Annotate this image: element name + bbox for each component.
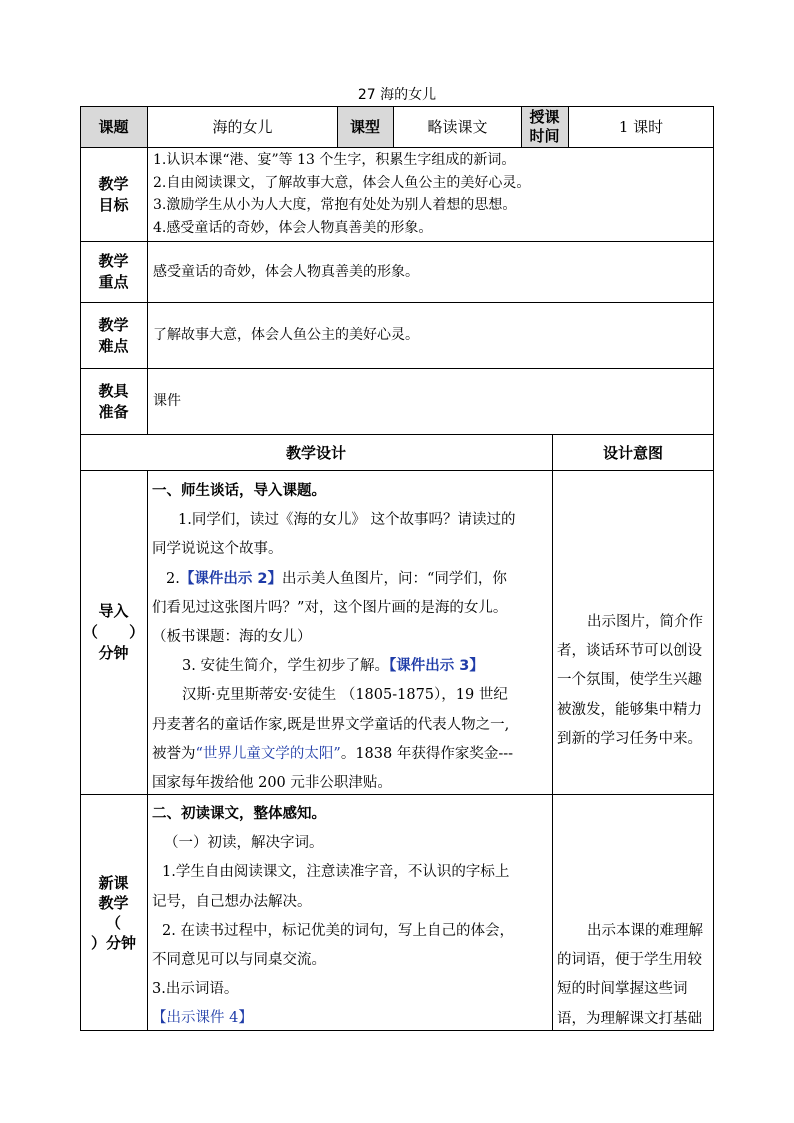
goals-label-line1: 教学 xyxy=(98,174,129,193)
intent-line: 一个氛围，使学生兴趣 xyxy=(557,672,702,689)
intro-line: （板书课题：海的女儿） xyxy=(152,629,312,646)
intro-label-line1: 导入 xyxy=(98,602,129,620)
intro-line-part: 出示美人鱼图片，问：“同学们，你 xyxy=(281,570,507,587)
intent-header: 设计意图 xyxy=(602,444,663,462)
focus-text xyxy=(148,242,713,302)
lesson-plan-table xyxy=(80,106,714,1031)
intent-line: 短的时间掌握这些词 xyxy=(557,981,688,998)
focus-text-line: 感受童话的奇妙，体会人物真善美的形象。 xyxy=(153,263,419,280)
time-label-line2: 时间 xyxy=(529,126,560,145)
new-lesson-label-line3: （ xyxy=(105,913,121,932)
new-lesson-label-line4: ）分钟 xyxy=(90,933,136,952)
intro-line: 同学说说这个故事。 xyxy=(152,541,283,558)
difficulty-label-line1: 教学 xyxy=(98,315,129,334)
difficulty-label-line2: 难点 xyxy=(98,336,129,355)
intent-line: 到新的学习任务中来。 xyxy=(557,730,702,747)
courseware-tag: 【出示课件 4】 xyxy=(152,1010,253,1027)
new-lesson-label xyxy=(80,795,147,1030)
focus-label-line1: 教学 xyxy=(98,252,129,270)
focus-label xyxy=(80,242,147,302)
design-header: 教学设计 xyxy=(285,444,346,462)
tools-text-line: 课件 xyxy=(153,393,181,410)
intro-line: 们看见过这张图片吗？”对，这个图片画的是海的女儿。 xyxy=(152,599,508,616)
goal-item: 2.自由阅读课文，了解故事大意，体会人鱼公主的美好心灵。 xyxy=(153,174,531,191)
difficulty-text-line: 了解故事大意，体会人鱼公主的美好心灵。 xyxy=(153,327,419,344)
intro-line xyxy=(152,652,550,681)
intro-line-part: 3. 安徒生简介，学生初步了解。 xyxy=(182,658,389,675)
new-lesson-content xyxy=(148,800,552,1030)
intro-heading: 一、师生谈话，导入课题。 xyxy=(152,483,326,499)
intro-label-line3: 分钟 xyxy=(98,644,129,662)
goal-item: 1.认识本课“港、宴”等 13 个生字，积累生字组成的新词。 xyxy=(153,152,516,168)
type-label: 课型 xyxy=(349,118,380,136)
goals-label xyxy=(80,148,147,241)
intro-content xyxy=(148,477,552,794)
tools-label xyxy=(80,369,147,434)
subject-value: 海的女儿 xyxy=(212,118,273,136)
intro-line: 丹麦著名的童话作家,既是世界文学童话的代表人物之一, xyxy=(152,716,510,733)
intent-line: 的词语，便于学生用较 xyxy=(557,952,702,969)
new-lesson-line: 3.出示词语。 xyxy=(152,981,239,998)
document-title: 27 海的女儿 xyxy=(357,87,437,103)
new-lesson-line: 1.学生自由阅读课文，注意读准字音，不认识的字标上 xyxy=(162,864,510,881)
intro-line-part: 2. xyxy=(166,570,180,587)
tools-text xyxy=(148,369,713,434)
type-value: 略读课文 xyxy=(427,118,488,136)
new-lesson-line: 记号，自己想办法解决。 xyxy=(152,893,312,910)
goal-item: 3.激励学生从小为人大度，常抱有处处为别人着想的思想。 xyxy=(153,197,517,213)
intro-quote: “世界儿童文学的太阳” xyxy=(195,745,341,762)
goals-list xyxy=(148,149,713,241)
goals-label-line2: 目标 xyxy=(98,195,129,214)
intro-line: 汉斯·克里斯蒂安·安徒生 （1805-1875），19 世纪 xyxy=(182,687,508,704)
courseware-tag: 【课件出示 2】 xyxy=(179,570,282,587)
intro-line xyxy=(152,740,550,769)
intent-line: 者，谈话环节可以创设 xyxy=(557,643,702,660)
tools-label-line1: 教具 xyxy=(98,381,129,400)
intro-line-part: 。1838 年获得作家奖金--- xyxy=(340,745,514,762)
intro-line: 1.同学们，读过《海的女儿》 这个故事吗？请读过的 xyxy=(178,512,516,529)
tools-label-line2: 准备 xyxy=(98,402,129,421)
intent-line: 出示本课的难理解 xyxy=(587,923,703,939)
new-lesson-label-line2: 教学 xyxy=(98,893,129,912)
new-lesson-intent xyxy=(553,917,713,1034)
intro-intent xyxy=(553,608,713,754)
intro-line: 国家每年拨给他 200 元非公职津贴。 xyxy=(152,775,392,792)
courseware-tag: 【课件出示 3】 xyxy=(388,658,484,675)
subject-label: 课题 xyxy=(98,118,129,136)
time-label xyxy=(521,106,568,147)
difficulty-label xyxy=(80,303,147,368)
new-lesson-line: （一）初读，解决字词。 xyxy=(164,835,324,852)
new-lesson-heading: 二、初读课文，整体感知。 xyxy=(152,806,326,822)
time-label-line1: 授课 xyxy=(529,107,560,126)
intro-label xyxy=(80,471,147,794)
intro-line-part: 被誉为 xyxy=(152,745,196,762)
new-lesson-label-line1: 新课 xyxy=(98,873,129,892)
time-value: 1 课时 xyxy=(618,118,664,136)
intro-line xyxy=(152,565,550,594)
intent-line: 出示图片，简介作 xyxy=(587,614,703,630)
intro-label-line2: （ ） xyxy=(82,623,145,641)
difficulty-text xyxy=(148,303,713,368)
new-lesson-line: 2. 在读书过程中，标记优美的词句，写上自己的体会， xyxy=(162,922,514,939)
goal-item: 4.感受童话的奇妙，体会人物真善美的形象。 xyxy=(153,219,433,236)
intent-line: 语，为理解课文打基础 xyxy=(557,1010,702,1027)
focus-label-line2: 重点 xyxy=(98,273,129,291)
new-lesson-line: 不同意见可以与同桌交流。 xyxy=(152,952,326,969)
intent-line: 被激发，能够集中精力 xyxy=(557,701,702,718)
